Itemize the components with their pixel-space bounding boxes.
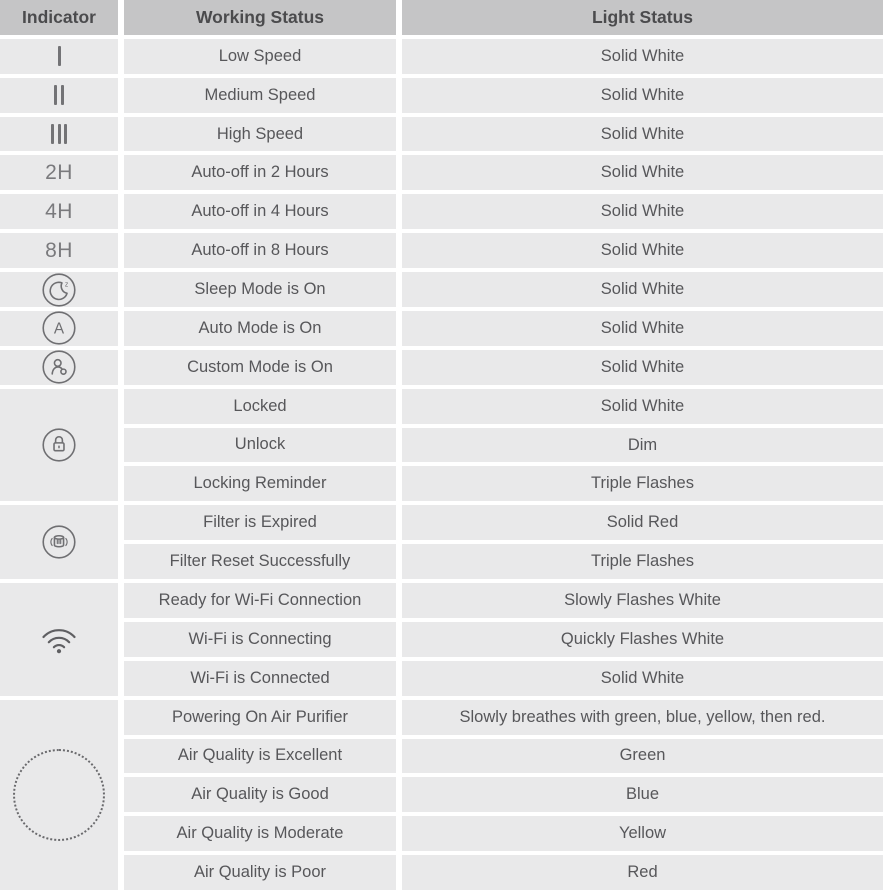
light-status-cell [402,39,883,74]
working-status-text: Sleep Mode is On [194,280,326,299]
light-status-text: Solid White [600,668,685,687]
light-status-cell [402,544,883,579]
light-status-cell [402,311,883,346]
light-status-text: Solid White [600,357,685,376]
fan-speed-high-icon [51,124,67,144]
light-status-cell [402,272,883,307]
timer-2h-indicator: 2H [45,160,73,184]
working-status-cell [124,777,396,812]
light-status-cell [402,777,883,812]
light-status-cell [402,233,883,268]
indicator-cell [0,39,118,74]
light-status-text: Solid White [600,241,685,260]
indicator-cell [0,78,118,113]
header-working-status [124,0,396,35]
working-status-cell [124,389,396,424]
indicator-cell [0,583,118,696]
light-status-cell [402,739,883,774]
light-status-text: Quickly Flashes White [560,629,725,648]
working-status-text: Auto Mode is On [198,318,322,337]
header-indicator [0,0,118,35]
wifi-icon [39,624,79,655]
light-status-text: Red [627,863,658,882]
custom-mode-icon [41,350,77,385]
working-status-cell [124,117,396,152]
light-status-text: Green [619,746,666,765]
working-status-text: Medium Speed [204,85,316,104]
header-indicator-label: Indicator [22,6,96,27]
working-status-cell [124,816,396,851]
working-status-text: Locking Reminder [193,474,327,493]
light-status-cell [402,428,883,463]
light-status-cell [402,700,883,735]
indicator-cell [0,389,118,502]
working-status-cell [124,39,396,74]
working-status-cell [124,739,396,774]
header-light-status-label: Light Status [591,6,694,27]
light-status-cell [402,583,883,618]
working-status-text: Ready for Wi-Fi Connection [158,590,362,609]
indicator-cell [0,155,118,190]
svg-text:A: A [53,320,65,338]
working-status-cell [124,505,396,540]
working-status-cell [124,428,396,463]
working-status-text: Air Quality is Good [191,785,329,804]
working-status-text: Unlock [234,435,286,454]
working-status-cell [124,350,396,385]
fan-speed-medium-icon [54,85,64,105]
working-status-text: Low Speed [218,46,302,65]
working-status-cell [124,700,396,735]
working-status-cell [124,155,396,190]
working-status-cell [124,855,396,890]
light-status-text: Slowly Flashes White [564,590,721,609]
light-status-cell [402,155,883,190]
light-status-cell [402,855,883,890]
light-status-cell [402,389,883,424]
indicator-cell [0,350,118,385]
light-status-cell [402,117,883,152]
working-status-text: Filter is Expired [203,513,317,532]
indicator-cell [0,233,118,268]
sleep-mode-icon [41,272,77,307]
light-status-text: Solid White [600,280,685,299]
light-status-text: Triple Flashes [590,552,694,571]
working-status-text: Auto-off in 8 Hours [191,241,329,260]
light-status-text: Solid White [600,46,685,65]
header-light-status [402,0,883,35]
working-status-cell [124,311,396,346]
fan-speed-low-icon [58,46,61,66]
header-working-status-label: Working Status [195,6,325,27]
working-status-cell [124,466,396,501]
timer-8h-indicator: 8H [45,238,73,262]
light-status-cell [402,505,883,540]
light-status-cell [402,816,883,851]
light-status-text: Yellow [618,824,667,843]
indicator-cell [0,505,118,579]
light-status-cell [402,194,883,229]
working-status-text: Custom Mode is On [187,357,333,376]
working-status-cell [124,272,396,307]
light-status-text: Solid White [600,396,685,415]
light-status-cell [402,622,883,657]
working-status-cell [124,194,396,229]
light-status-text: Solid White [600,202,685,221]
light-ring-icon [13,749,105,841]
light-status-text: Solid White [600,85,685,104]
light-status-text: Triple Flashes [590,474,694,493]
light-status-text: Solid White [600,124,685,143]
working-status-text: Air Quality is Excellent [177,746,343,765]
light-status-text: Solid Red [606,513,679,532]
working-status-cell [124,661,396,696]
working-status-cell [124,544,396,579]
light-status-cell [402,78,883,113]
working-status-text: Wi-Fi is Connecting [188,629,332,648]
light-status-cell [402,661,883,696]
svg-text:z: z [64,280,69,288]
lock-icon [41,427,77,463]
light-status-text: Solid White [600,318,685,337]
indicator-cell [0,311,118,346]
working-status-cell [124,78,396,113]
indicator-cell [0,272,118,307]
working-status-text: Auto-off in 2 Hours [191,163,329,182]
working-status-text: Locked [233,396,287,415]
light-status-text: Dim [627,435,658,454]
indicator-cell [0,117,118,152]
auto-mode-icon [41,311,77,346]
working-status-text: Wi-Fi is Connected [190,668,330,687]
working-status-cell [124,233,396,268]
indicator-cell [0,700,118,890]
light-status-text: Solid White [600,163,685,182]
working-status-text: Auto-off in 4 Hours [191,202,329,221]
working-status-text: Powering On Air Purifier [171,707,349,726]
indicator-cell [0,194,118,229]
working-status-text: Air Quality is Moderate [176,824,344,843]
filter-icon [41,524,77,560]
timer-4h-indicator: 4H [45,199,73,223]
light-status-text: Blue [625,785,660,804]
light-status-cell [402,350,883,385]
light-status-text: Slowly breathes with green, blue, yellow, then red. [459,707,826,726]
working-status-text: Air Quality is Poor [193,863,327,882]
working-status-text: Filter Reset Successfully [169,552,351,571]
light-status-cell [402,466,883,501]
working-status-cell [124,583,396,618]
working-status-cell [124,622,396,657]
working-status-text: High Speed [216,124,304,143]
